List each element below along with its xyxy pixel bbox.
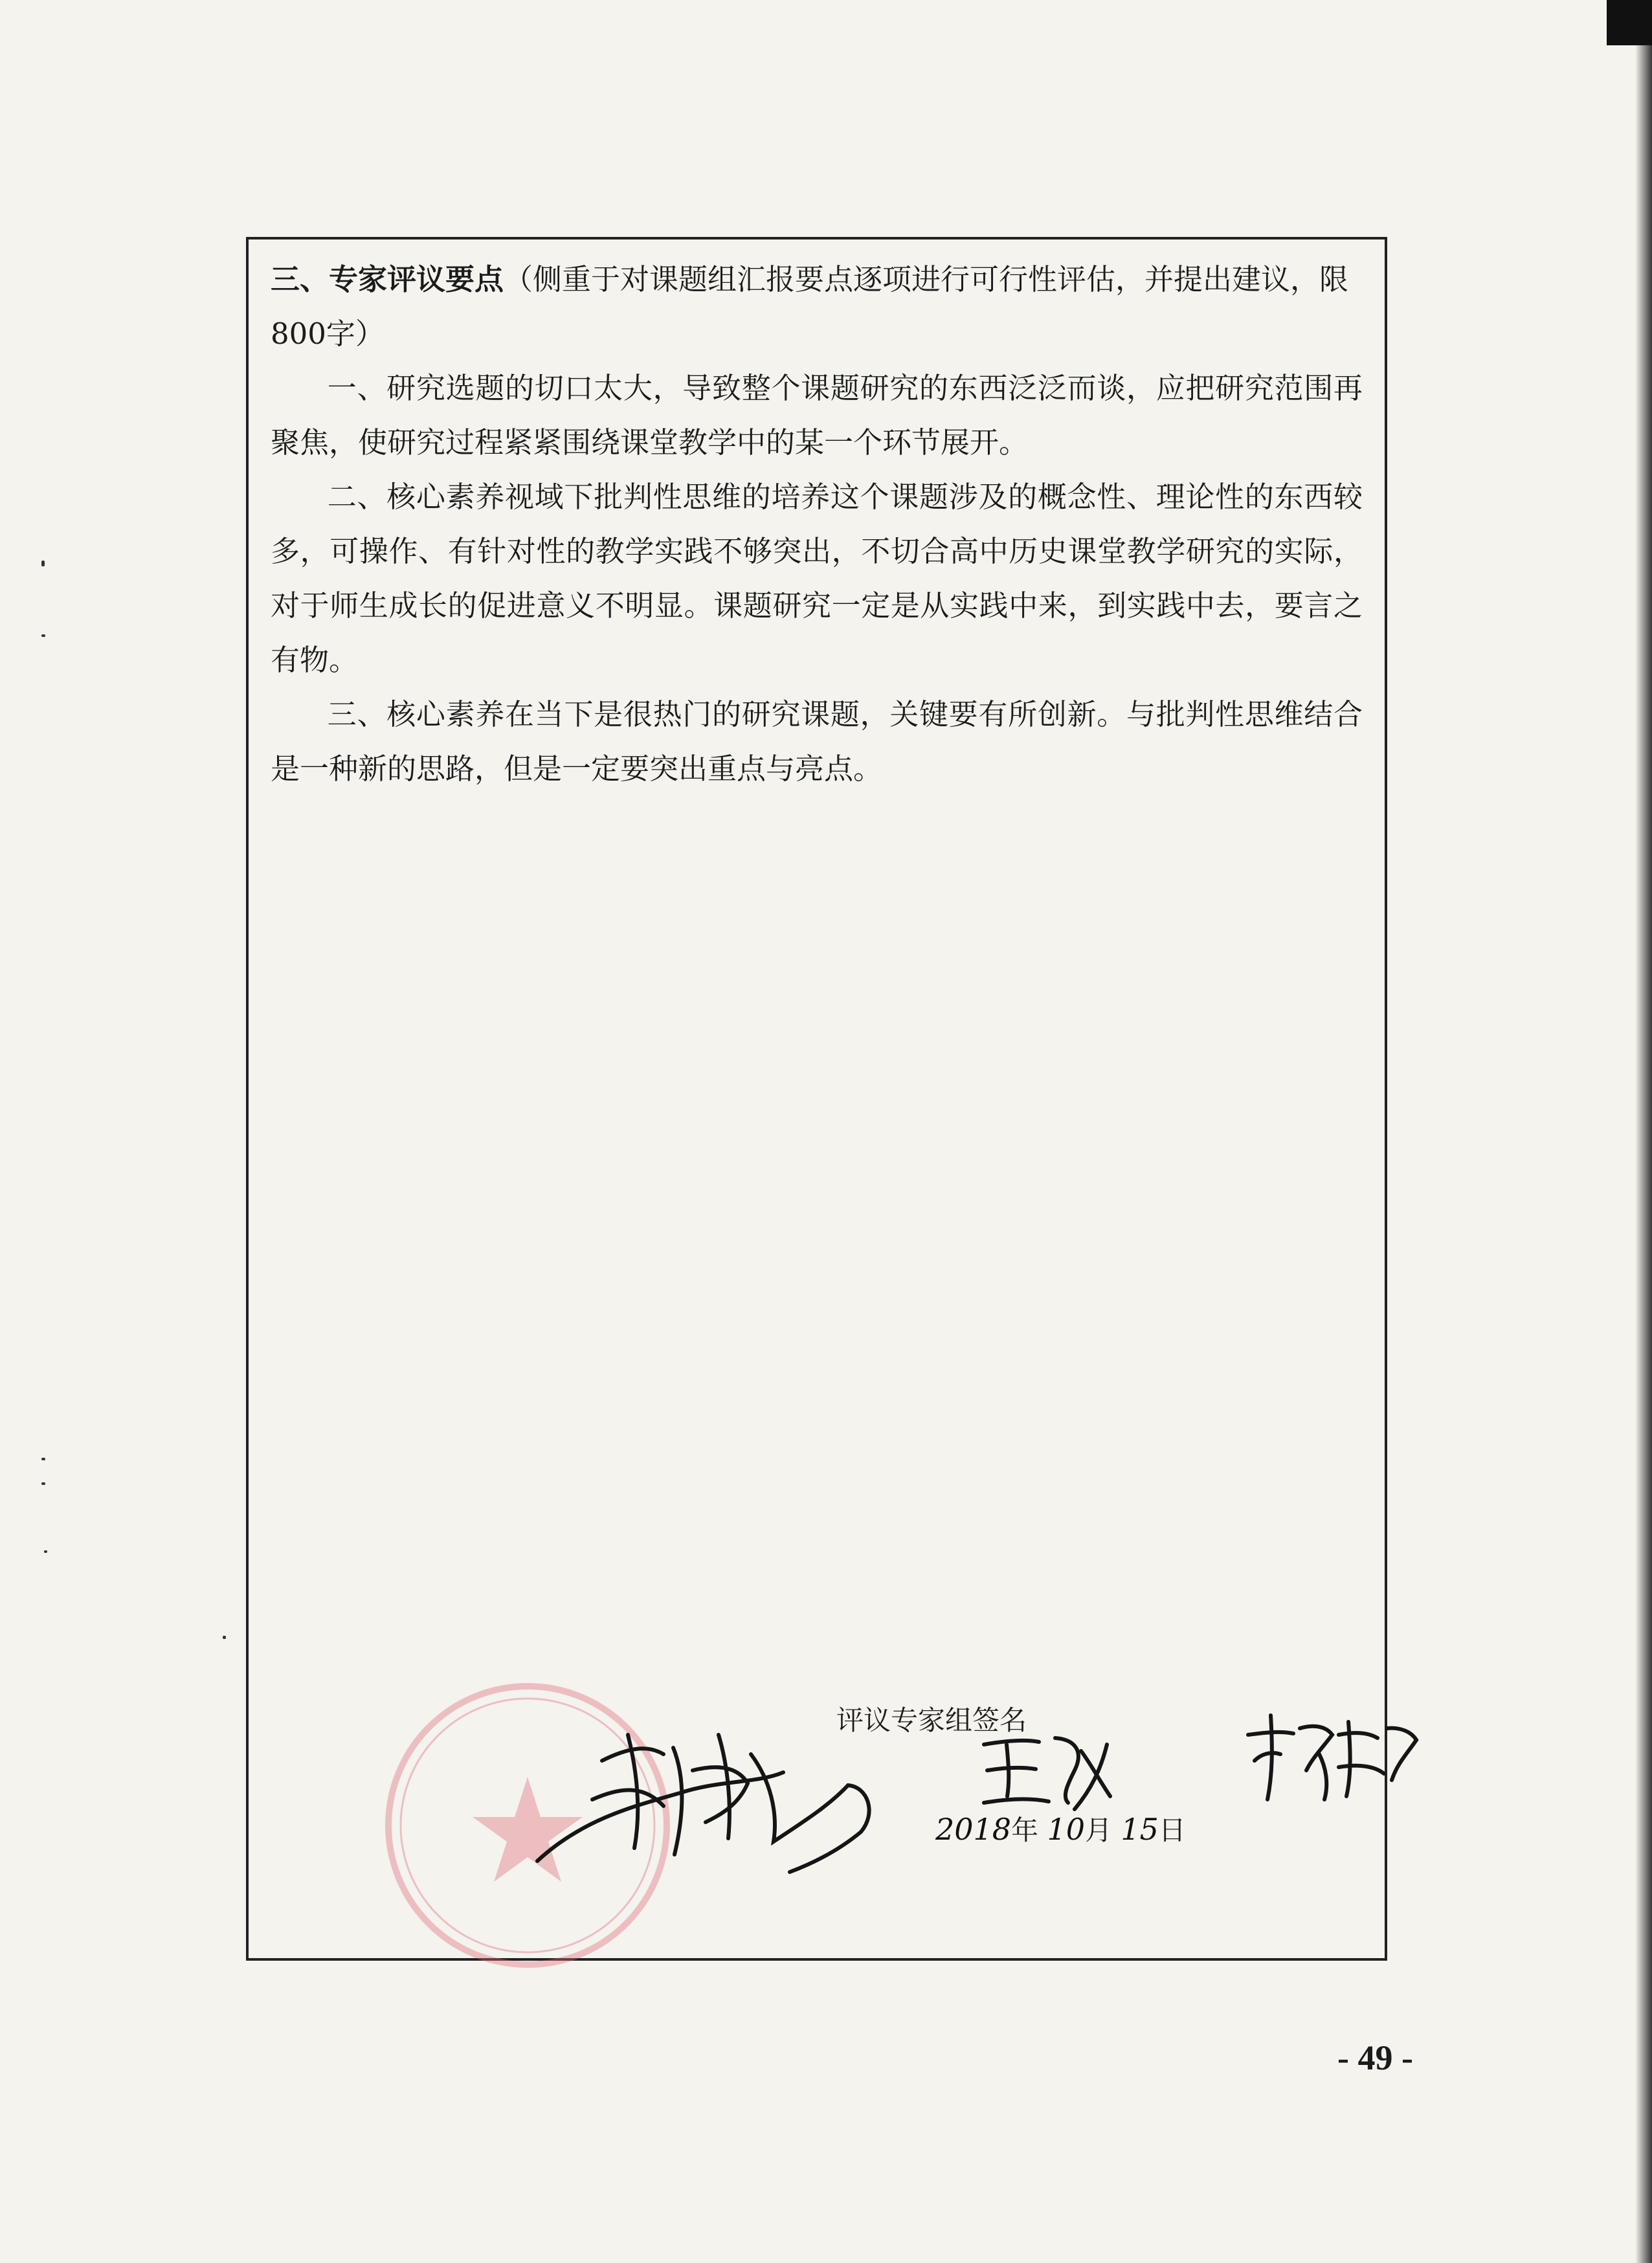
review-content — [271, 252, 1363, 796]
review-point-1: 一、研究选题的切口太大，导致整个课题研究的东西泛泛而谈，应把研究范围再聚焦，使研究过程紧紧围绕课堂教学中的某一个环节展开。 — [271, 371, 1363, 460]
section-instruction: （侧重于对课题组汇报要点逐项进行可行性评估，并提出建议，限800字） — [271, 262, 1349, 351]
scan-corner-mark — [1607, 0, 1652, 45]
date-year-unit: 年 — [1011, 1814, 1039, 1846]
date-month-unit: 月 — [1085, 1814, 1113, 1846]
scan-speck — [41, 561, 45, 566]
review-point-3: 三、核心素养在当下是很热门的研究课题，关键要有所创新。与批判性思维结合是一种新的思路，但是一定要突出重点与亮点。 — [271, 697, 1363, 786]
date-day-unit: 日 — [1158, 1814, 1186, 1846]
signature-2-handwriting — [977, 1725, 1126, 1816]
scan-speck — [223, 1636, 226, 1639]
signature-label: 评议专家组签名 — [836, 1704, 1027, 1736]
date-month: 10 — [1047, 1812, 1085, 1847]
date-year: 2018 — [935, 1812, 1012, 1847]
scan-edge-shadow — [1635, 0, 1652, 2263]
signature-1-handwriting — [524, 1709, 893, 1877]
scan-speck — [41, 1482, 45, 1485]
signing-date — [935, 1809, 1186, 1848]
signature-3-handwriting — [1242, 1709, 1423, 1806]
scan-speck — [44, 1550, 47, 1553]
section-heading — [271, 252, 1363, 361]
date-day: 15 — [1121, 1812, 1159, 1847]
scan-speck — [41, 634, 45, 637]
review-point-2: 二、核心素养视域下批判性思维的培养这个课题涉及的概念性、理论性的东西较多，可操作、有针对性的教学实践不够突出，不切合高中历史课堂教学研究的实际，对于师生成长的促进意义不明显。课题研究一定是从实践中来，到实践中去，要言之有物。 — [271, 480, 1363, 677]
scan-speck — [41, 1458, 45, 1460]
section-title: 三、专家评议要点 — [271, 262, 504, 296]
page-number: - 49 - — [1337, 2038, 1413, 2077]
